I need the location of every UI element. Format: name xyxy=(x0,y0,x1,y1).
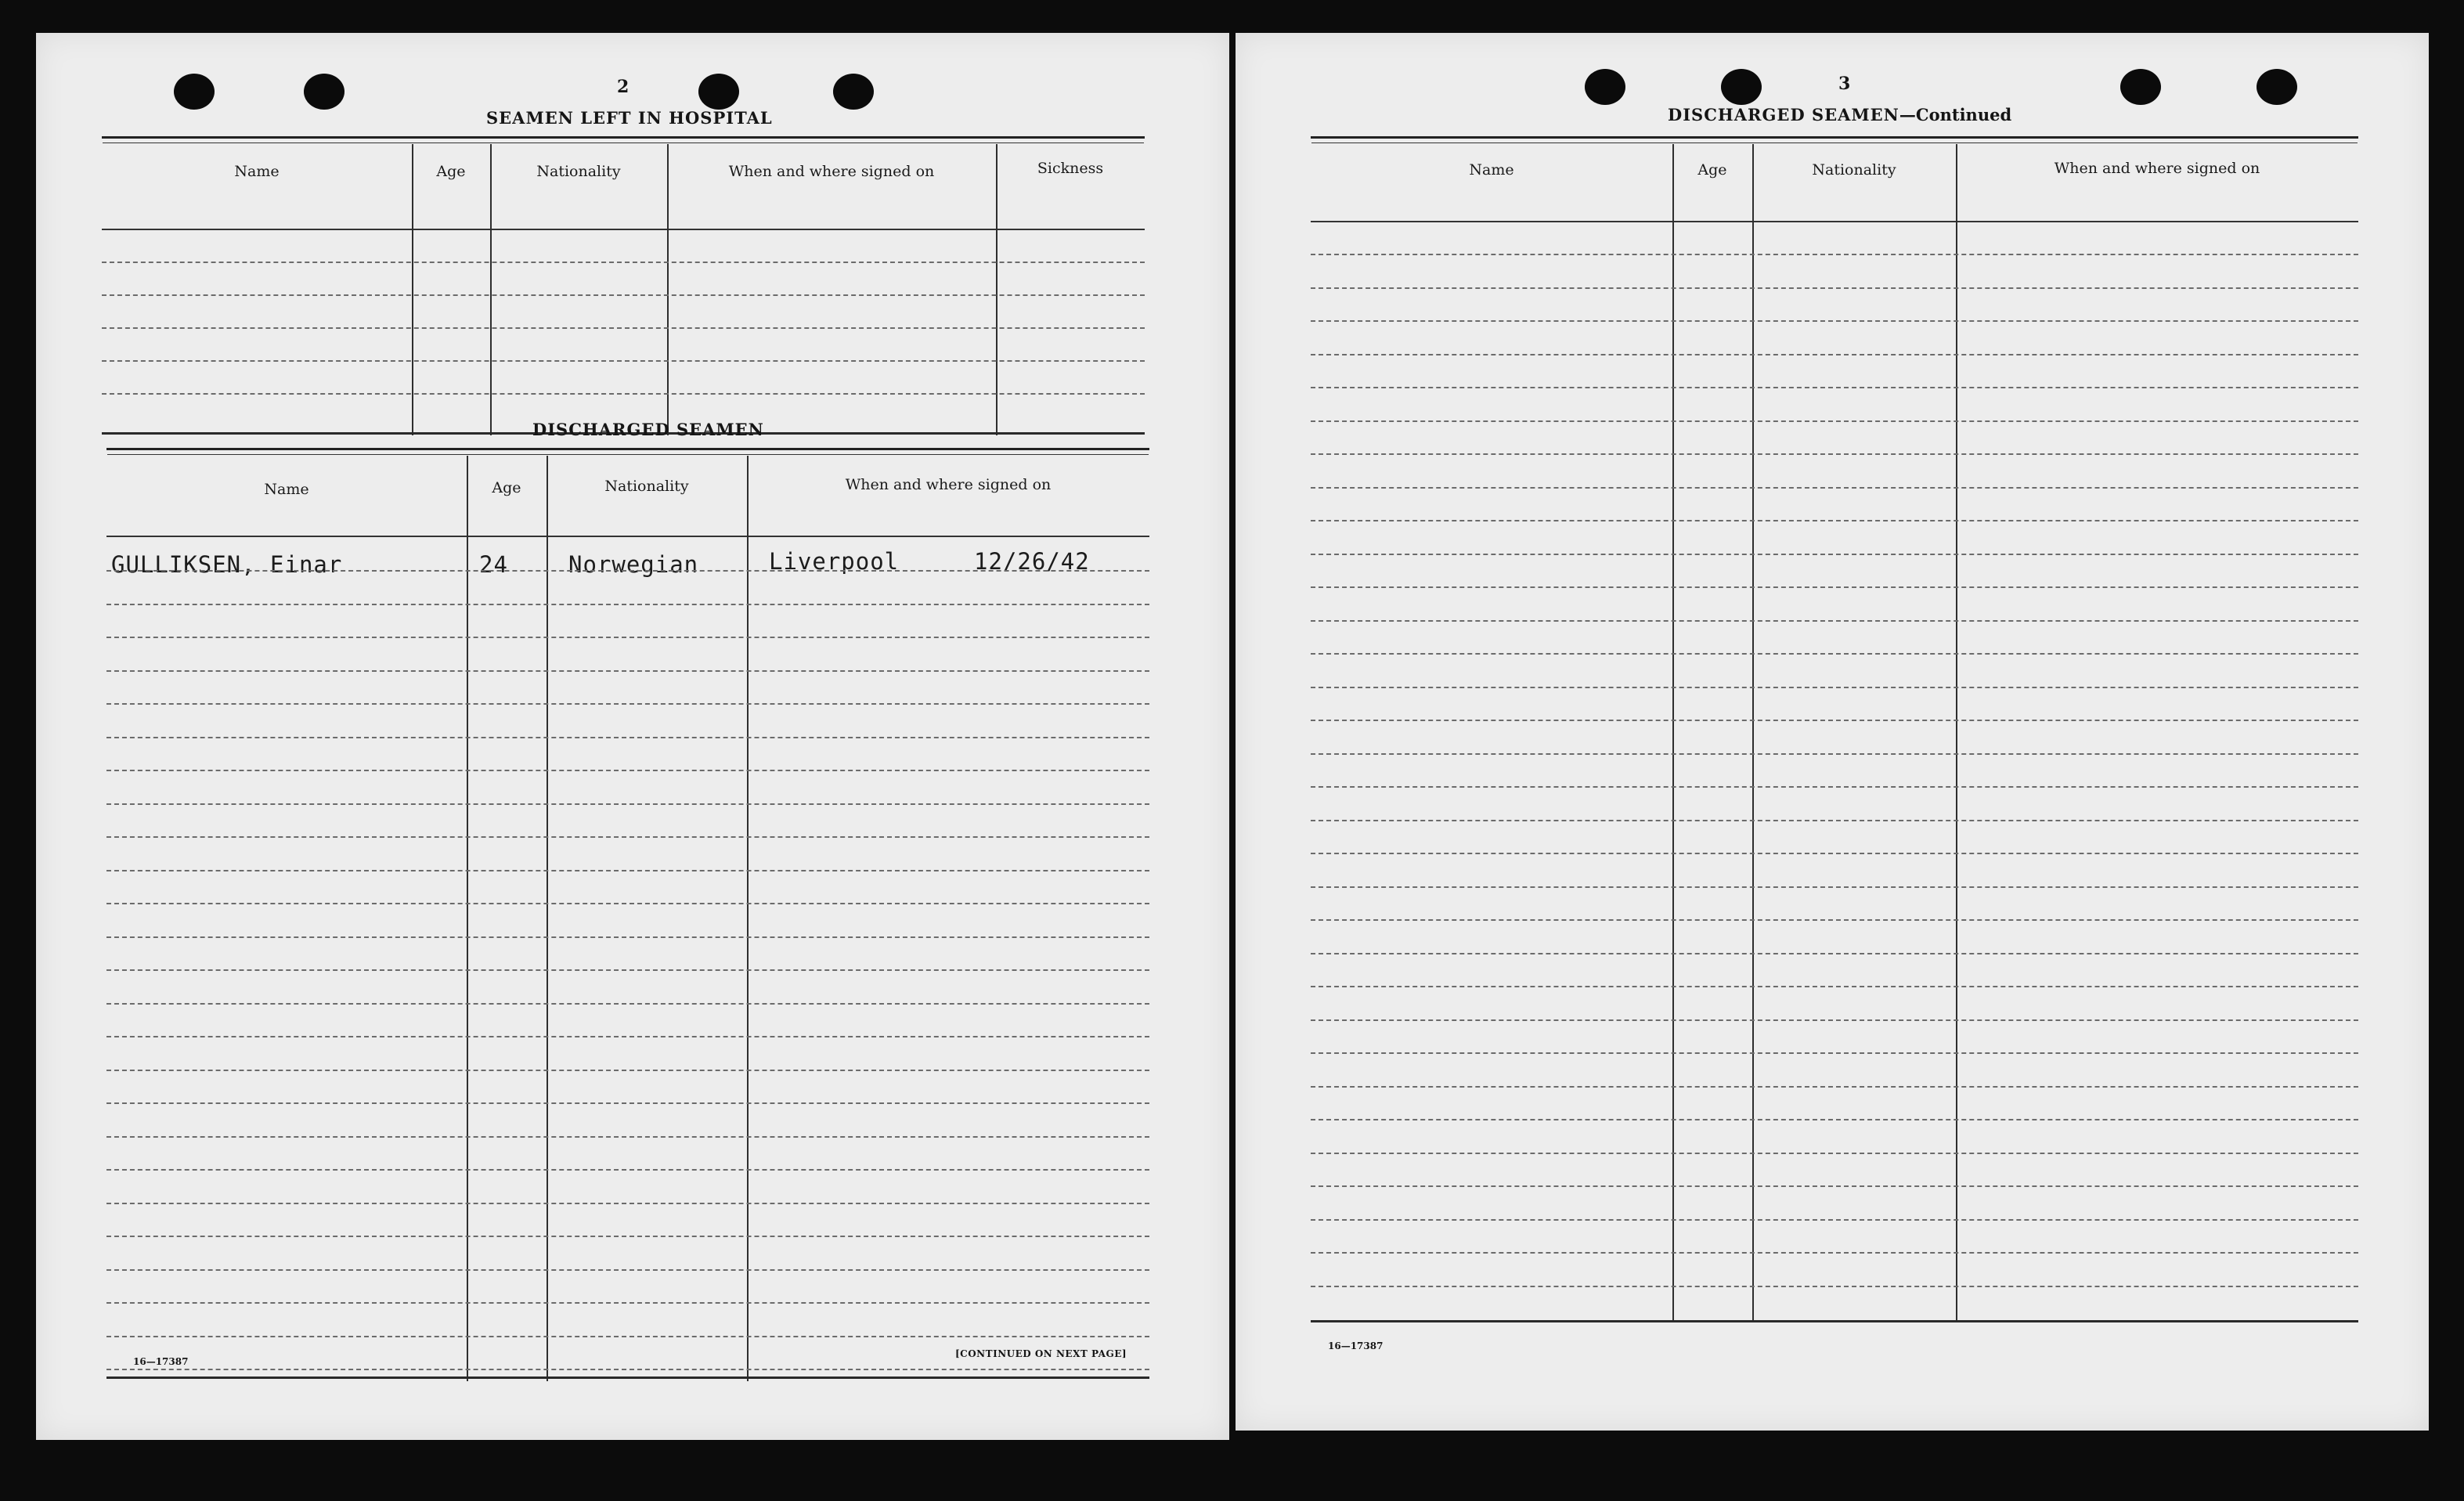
hospital-col-nationality: Nationality xyxy=(536,163,621,180)
section-title-main: DISCHARGED SEAMEN xyxy=(1668,105,1899,124)
row-line xyxy=(106,703,1149,705)
row-line xyxy=(1311,487,2358,489)
left-page xyxy=(36,33,1229,1440)
row-line xyxy=(1311,853,2358,854)
column-divider xyxy=(467,456,468,1381)
seaman-name: GULLIKSEN, Einar xyxy=(111,551,343,578)
row-line xyxy=(1311,820,2358,821)
row-line xyxy=(1311,387,2358,388)
hospital-col-name: Name xyxy=(234,163,280,180)
punch-hole xyxy=(304,74,345,110)
table-bottom-rule xyxy=(106,1377,1149,1379)
seaman-signed-on-place: Liverpool xyxy=(769,548,900,575)
discharged-table xyxy=(106,448,1149,1384)
form-code: 16—17387 xyxy=(133,1356,189,1367)
row-line xyxy=(1311,620,2358,622)
row-line xyxy=(106,637,1149,638)
row-line xyxy=(106,670,1149,672)
table-top-rule xyxy=(102,136,1145,139)
column-divider xyxy=(747,456,749,1381)
hospital-col-age: Age xyxy=(436,163,466,180)
row-line xyxy=(1311,1219,2358,1221)
col-nationality: Nationality xyxy=(1812,161,1896,179)
seaman-signed-on-date: 12/26/42 xyxy=(974,548,1090,575)
row-line xyxy=(106,1236,1149,1237)
discharged-col-name: Name xyxy=(264,481,309,498)
row-line xyxy=(1311,687,2358,688)
row-line xyxy=(102,393,1145,395)
row-line xyxy=(1311,653,2358,655)
row-line xyxy=(1311,287,2358,289)
hospital-col-sickness: Sickness xyxy=(1037,160,1104,177)
row-line xyxy=(102,360,1145,362)
row-line xyxy=(1311,1086,2358,1088)
table-top-rule xyxy=(1311,136,2358,139)
page-number: 2 xyxy=(617,77,630,97)
discharged-col-age: Age xyxy=(492,479,521,496)
discharged-col-nationality: Nationality xyxy=(604,478,689,495)
hospital-table xyxy=(102,136,1145,442)
row-line xyxy=(1311,986,2358,987)
row-line xyxy=(106,1336,1149,1337)
column-divider xyxy=(996,144,998,435)
row-line xyxy=(106,1269,1149,1271)
row-line xyxy=(1311,1052,2358,1054)
punch-hole xyxy=(174,74,215,110)
row-line xyxy=(1311,254,2358,255)
page-number: 3 xyxy=(1838,74,1851,94)
row-line xyxy=(106,570,1149,572)
row-line xyxy=(106,936,1149,938)
row-line xyxy=(106,1136,1149,1138)
punch-hole xyxy=(833,74,874,110)
discharged-section-title: DISCHARGED SEAMEN xyxy=(532,420,764,439)
row-line xyxy=(106,1003,1149,1005)
row-line xyxy=(106,1302,1149,1304)
row-line xyxy=(106,836,1149,838)
row-line xyxy=(1311,786,2358,788)
row-line xyxy=(106,1102,1149,1104)
row-line xyxy=(1311,1286,2358,1287)
punch-hole xyxy=(1721,69,1762,105)
discharged-continued-table xyxy=(1311,136,2358,1326)
row-line xyxy=(1311,320,2358,322)
punch-hole xyxy=(2257,69,2297,105)
row-line xyxy=(106,870,1149,871)
row-line xyxy=(1311,886,2358,888)
row-line xyxy=(1311,554,2358,555)
punch-hole xyxy=(2120,69,2161,105)
row-line xyxy=(1311,1252,2358,1254)
hospital-section-title: SEAMEN LEFT IN HOSPITAL xyxy=(486,108,773,128)
punch-hole xyxy=(1585,69,1625,105)
row-line xyxy=(1311,1153,2358,1154)
column-divider xyxy=(490,144,492,435)
column-divider xyxy=(667,144,669,435)
row-line xyxy=(1311,753,2358,755)
hospital-col-signed-on: When and where signed on xyxy=(728,163,935,180)
row-line xyxy=(106,903,1149,904)
header-bottom-rule xyxy=(1311,221,2358,222)
section-title xyxy=(1668,105,2011,124)
row-line xyxy=(106,770,1149,771)
form-code: 16—17387 xyxy=(1328,1340,1384,1351)
row-line xyxy=(106,1169,1149,1171)
row-line xyxy=(106,969,1149,971)
col-name: Name xyxy=(1469,161,1514,179)
row-line xyxy=(1311,453,2358,455)
row-line xyxy=(1311,1185,2358,1187)
row-line xyxy=(1311,720,2358,721)
punch-hole xyxy=(698,74,739,110)
header-bottom-rule xyxy=(106,536,1149,537)
row-line xyxy=(106,1369,1149,1370)
seaman-nationality: Norwegian xyxy=(568,551,699,578)
row-line xyxy=(1311,420,2358,422)
section-title-suffix: —Continued xyxy=(1899,105,2012,124)
right-page xyxy=(1236,33,2429,1431)
row-line xyxy=(106,1203,1149,1204)
column-divider xyxy=(412,144,413,435)
discharged-col-signed-on: When and where signed on xyxy=(845,476,1052,493)
row-line xyxy=(106,1036,1149,1037)
seaman-age: 24 xyxy=(479,551,508,578)
row-line xyxy=(106,604,1149,605)
row-line xyxy=(1311,919,2358,921)
row-line xyxy=(1311,1119,2358,1120)
row-line xyxy=(102,294,1145,296)
table-bottom-rule xyxy=(1311,1320,2358,1322)
table-top-rule xyxy=(106,448,1149,450)
row-line xyxy=(1311,586,2358,588)
col-age: Age xyxy=(1697,161,1727,179)
row-line xyxy=(1311,1019,2358,1021)
header-bottom-rule xyxy=(102,229,1145,230)
column-divider xyxy=(547,456,548,1381)
col-signed-on: When and where signed on xyxy=(2054,160,2260,177)
row-line xyxy=(1311,520,2358,521)
row-line xyxy=(106,737,1149,738)
row-line xyxy=(102,327,1145,329)
row-line xyxy=(106,803,1149,805)
row-line xyxy=(106,1070,1149,1071)
row-line xyxy=(1311,953,2358,954)
row-line xyxy=(1311,354,2358,355)
row-line xyxy=(102,262,1145,263)
continued-note: [CONTINUED ON NEXT PAGE] xyxy=(955,1348,1127,1359)
